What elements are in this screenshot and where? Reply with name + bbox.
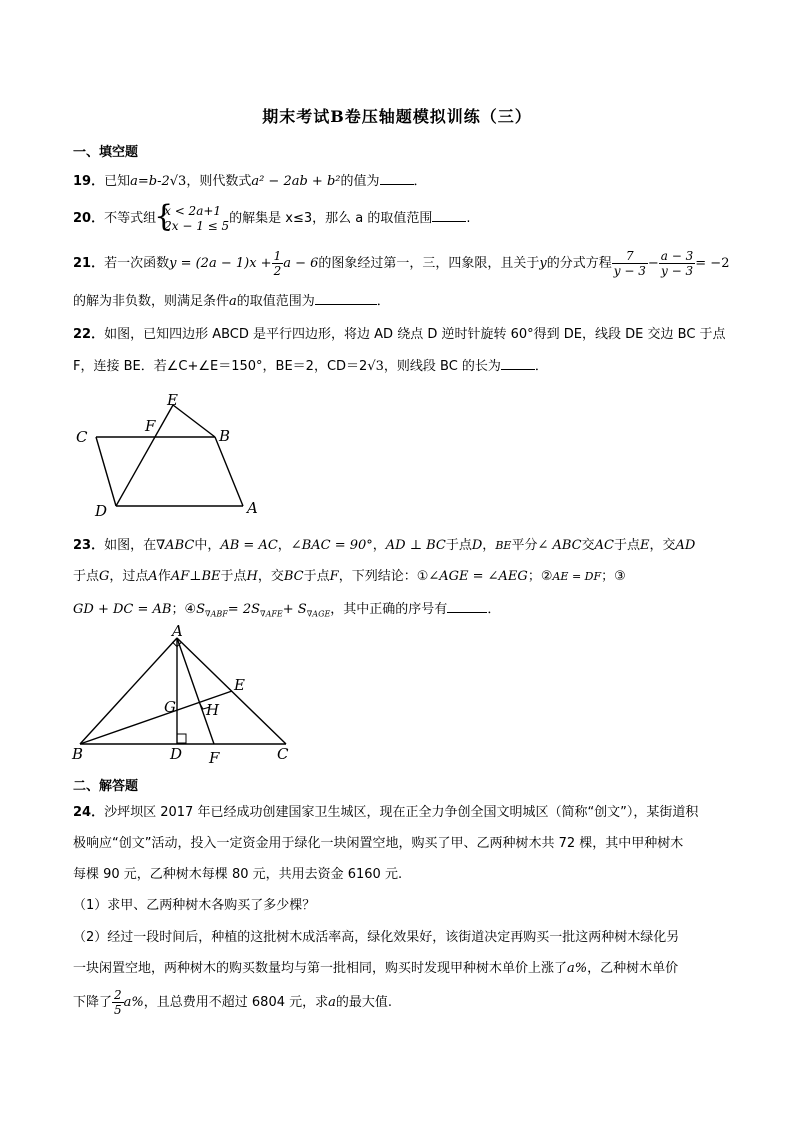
question-22-line-1	[73, 326, 726, 344]
fraction-half	[272, 249, 284, 278]
segment-af	[177, 638, 214, 744]
q24-math: a%	[123, 995, 144, 1010]
q23-math: S	[196, 602, 205, 617]
q23-math: ∇ABC	[156, 538, 195, 553]
q23-math: BC	[283, 569, 304, 584]
q23-math: = 2S	[227, 602, 260, 617]
answer-blank	[380, 172, 414, 185]
q23-subscript: ∇AFE	[260, 609, 283, 619]
q23-math: AB = AC	[220, 538, 278, 553]
q21-function: a − 6	[283, 256, 319, 271]
point-label-e: E	[234, 676, 245, 694]
q23-math: H	[246, 569, 258, 584]
question-23-line-1	[73, 537, 695, 555]
q23-text: 如图，在	[104, 538, 157, 553]
q24-math: a	[328, 995, 336, 1010]
q24-text: 下降了	[73, 995, 113, 1010]
q21-text: 的解为非负数，则满足条件	[73, 294, 230, 309]
q23-math: ∠AGE = ∠AEG	[428, 569, 528, 584]
question-number: 20．	[73, 211, 105, 226]
q23-math: AC	[594, 538, 614, 553]
fraction-denominator: 2	[273, 264, 282, 278]
question-23-line-2	[73, 568, 626, 586]
figure-lines	[80, 638, 286, 744]
question-19	[73, 172, 427, 191]
q23-text: ，	[277, 538, 291, 553]
q23-math: AD ⊥ BC	[385, 538, 446, 553]
inequality-1: { x < 2a+1	[164, 203, 222, 218]
q23-text: 于点	[445, 538, 472, 553]
point-label-g: G	[164, 698, 176, 716]
q22-period: ．	[534, 359, 548, 374]
question-number: 21．	[73, 256, 105, 271]
q23-text: 于点	[220, 569, 247, 584]
q21-variable: y	[539, 256, 547, 271]
point-label-f: F	[209, 749, 220, 767]
q21-equation-rhs: = −2	[695, 256, 730, 271]
q23-math: + S	[282, 602, 307, 617]
q19-text: 已知	[104, 174, 131, 189]
question-20	[73, 201, 471, 237]
answer-blank	[447, 600, 487, 613]
answer-blank	[501, 357, 535, 370]
fraction-denominator: y − 3	[660, 264, 694, 278]
q23-math: ∠ ABC	[537, 538, 582, 553]
fraction-numerator: 2	[114, 988, 122, 1002]
q20-text: 的解集是 x≤3，那么 a 的取值范围	[229, 211, 433, 226]
q21-text: 若一次函数	[104, 256, 170, 271]
q23-text: 于点	[613, 538, 640, 553]
q23-math: D	[471, 538, 483, 553]
point-label-d: D	[170, 745, 183, 763]
q21-function: y = (2a − 1)x +	[169, 256, 272, 271]
q22-text: F，连接 BE．若∠C+∠E＝150°，BE＝2，CD＝2	[73, 359, 368, 374]
point-label-c: C	[277, 745, 289, 763]
section-solve: 二、解答题	[73, 779, 139, 794]
q23-text: ；②	[527, 569, 553, 584]
fraction-two-fifths	[112, 988, 124, 1017]
q24-text: ，乙种树木单价	[587, 961, 679, 976]
point-label-f: F	[145, 417, 156, 435]
q24-math: a%	[567, 961, 588, 976]
fraction-numerator: 1	[273, 249, 282, 263]
q23-text: ，	[372, 538, 386, 553]
fraction-1	[612, 249, 648, 278]
q19-expression: a² − 2ab + b²	[251, 174, 341, 189]
q23-math: F	[329, 569, 339, 584]
point-label-h: H	[206, 701, 220, 719]
q24-text: 一块闲置空地，两种树木的购买数量均与第一批相同，购买时发现甲种树木单价上涨了	[73, 961, 568, 976]
q24-text: ，且总费用不超过 6804 元，求	[143, 995, 329, 1010]
q22-sqrt: √3	[367, 359, 384, 374]
question-21-line-1	[73, 247, 729, 281]
point-label-b: B	[219, 427, 231, 445]
q24-text: 的最大值.	[335, 995, 393, 1010]
q23-text: 于点	[73, 569, 100, 584]
q23-text: ；④	[171, 602, 197, 617]
question-24-line-2: 极响应“创文”活动，投入一定资金用于绿化一块闲置空地，购买了甲、乙两种树木共 72 棵，其中甲种树木	[73, 836, 684, 851]
fraction-numerator: 7	[612, 249, 648, 264]
q19-period: ．	[413, 174, 427, 189]
answer-blank	[315, 292, 377, 305]
q19-text: 的值为	[340, 174, 380, 189]
q20-period: .	[466, 211, 471, 226]
point-label-d: D	[95, 502, 108, 520]
figure-lines	[96, 405, 243, 506]
q23-math: GD + DC = AB	[73, 602, 172, 617]
question-24-part-1: （1）求甲、乙两种树木各购买了多少棵？	[73, 898, 316, 913]
parallelogram-figure	[72, 388, 272, 523]
q21-period: ．	[376, 294, 390, 309]
q21-text: 的取值范围为	[236, 294, 315, 309]
fraction-2	[659, 249, 695, 278]
section-fill-in: 一、填空题	[73, 145, 139, 160]
q23-math: A	[148, 569, 158, 584]
q21-text: 的分式方程	[546, 256, 612, 271]
fraction-numerator: a − 3	[660, 249, 694, 263]
question-24-part-2-line-1: （2）经过一段时间后，种植的这批树木成活率高，绿化效果好，该街道决定再购买一批这两种树木绿化另	[73, 930, 680, 945]
fraction-denominator: 5	[114, 1003, 122, 1017]
q20-text: 不等式组	[104, 211, 157, 226]
q23-text: 于点	[303, 569, 330, 584]
point-label-a: A	[247, 499, 258, 517]
q23-text: 平分	[511, 538, 538, 553]
q23-subscript: ∇ABF	[205, 609, 228, 619]
answer-blank	[432, 209, 466, 222]
q23-math: G	[99, 569, 110, 584]
segment-eb	[173, 405, 215, 437]
q23-text: ，交	[649, 538, 676, 553]
q23-text: ，下列结论：①	[338, 569, 429, 584]
inequality-system	[156, 204, 229, 234]
question-number: 19．	[73, 174, 105, 189]
minus-sign: −	[647, 256, 659, 271]
triangle-figure	[70, 624, 300, 769]
q21-variable: a	[229, 294, 237, 309]
inequality-2: 2x − 1 ≤ 5	[164, 218, 230, 233]
q23-text: ；③	[601, 569, 626, 584]
fraction-denominator: y − 3	[613, 264, 646, 278]
q23-text: 作	[157, 569, 171, 584]
question-24-part-2-line-3	[73, 986, 392, 1020]
q19-math: a=b-2	[130, 174, 170, 189]
q23-text: ，交	[257, 569, 284, 584]
question-23-line-3	[73, 600, 500, 624]
q23-math: AE = DF	[552, 570, 602, 583]
q21-text: 的图象经过第一，三，四象限，且关于	[318, 256, 540, 271]
page-title: 期末考试B卷压轴题模拟训练（三）	[262, 107, 532, 126]
point-label-b: B	[72, 745, 84, 763]
q23-text: ，其中正确的序号有	[330, 602, 448, 617]
right-angle-d	[177, 734, 186, 743]
question-number: 24．	[73, 805, 105, 820]
segment-dc	[96, 437, 116, 506]
question-24-line-3: 每棵 90 元，乙种树木每棵 80 元，共用去资金 6160 元.	[73, 867, 403, 882]
point-label-a: A	[172, 624, 183, 640]
q23-text: 交	[581, 538, 595, 553]
q23-text: 中，	[194, 538, 221, 553]
q23-math: AD	[675, 538, 696, 553]
q23-math: BE	[495, 539, 512, 552]
q23-period: ．	[487, 602, 501, 617]
q23-math: ∠BAC = 90°	[290, 538, 373, 553]
q19-text: ，则代数式	[186, 174, 252, 189]
question-24-part-2-line-2	[73, 960, 678, 978]
q22-text: 如图，已知四边形 ABCD 是平行四边形，将边 AD 绕点 D 逆时针旋转 60°得到 DE，线段 DE 交边 BC 于点	[104, 327, 726, 342]
question-24-line-1	[73, 804, 698, 822]
question-number: 23．	[73, 538, 105, 553]
question-22-line-2	[73, 357, 548, 376]
q23-math: E	[639, 538, 650, 553]
q23-math: AF⊥BE	[170, 569, 221, 584]
point-label-c: C	[76, 428, 88, 446]
q23-subscript: ∇AGE	[306, 609, 331, 619]
question-number: 22．	[73, 327, 105, 342]
point-label-e: E	[167, 391, 178, 409]
q23-text: ，	[482, 538, 496, 553]
segment-ab	[80, 638, 177, 744]
question-21-line-2	[73, 292, 390, 311]
q23-text: ，过点	[109, 569, 149, 584]
q24-text: 沙坪坝区 2017 年已经成功创建国家卫生城区，现在正全力争创全国文明城区（简称“创文”），某街道积	[104, 805, 699, 820]
segment-ba	[215, 437, 243, 506]
q19-sqrt: √3	[169, 174, 187, 189]
q22-text: ，则线段 BC 的长为	[383, 359, 501, 374]
